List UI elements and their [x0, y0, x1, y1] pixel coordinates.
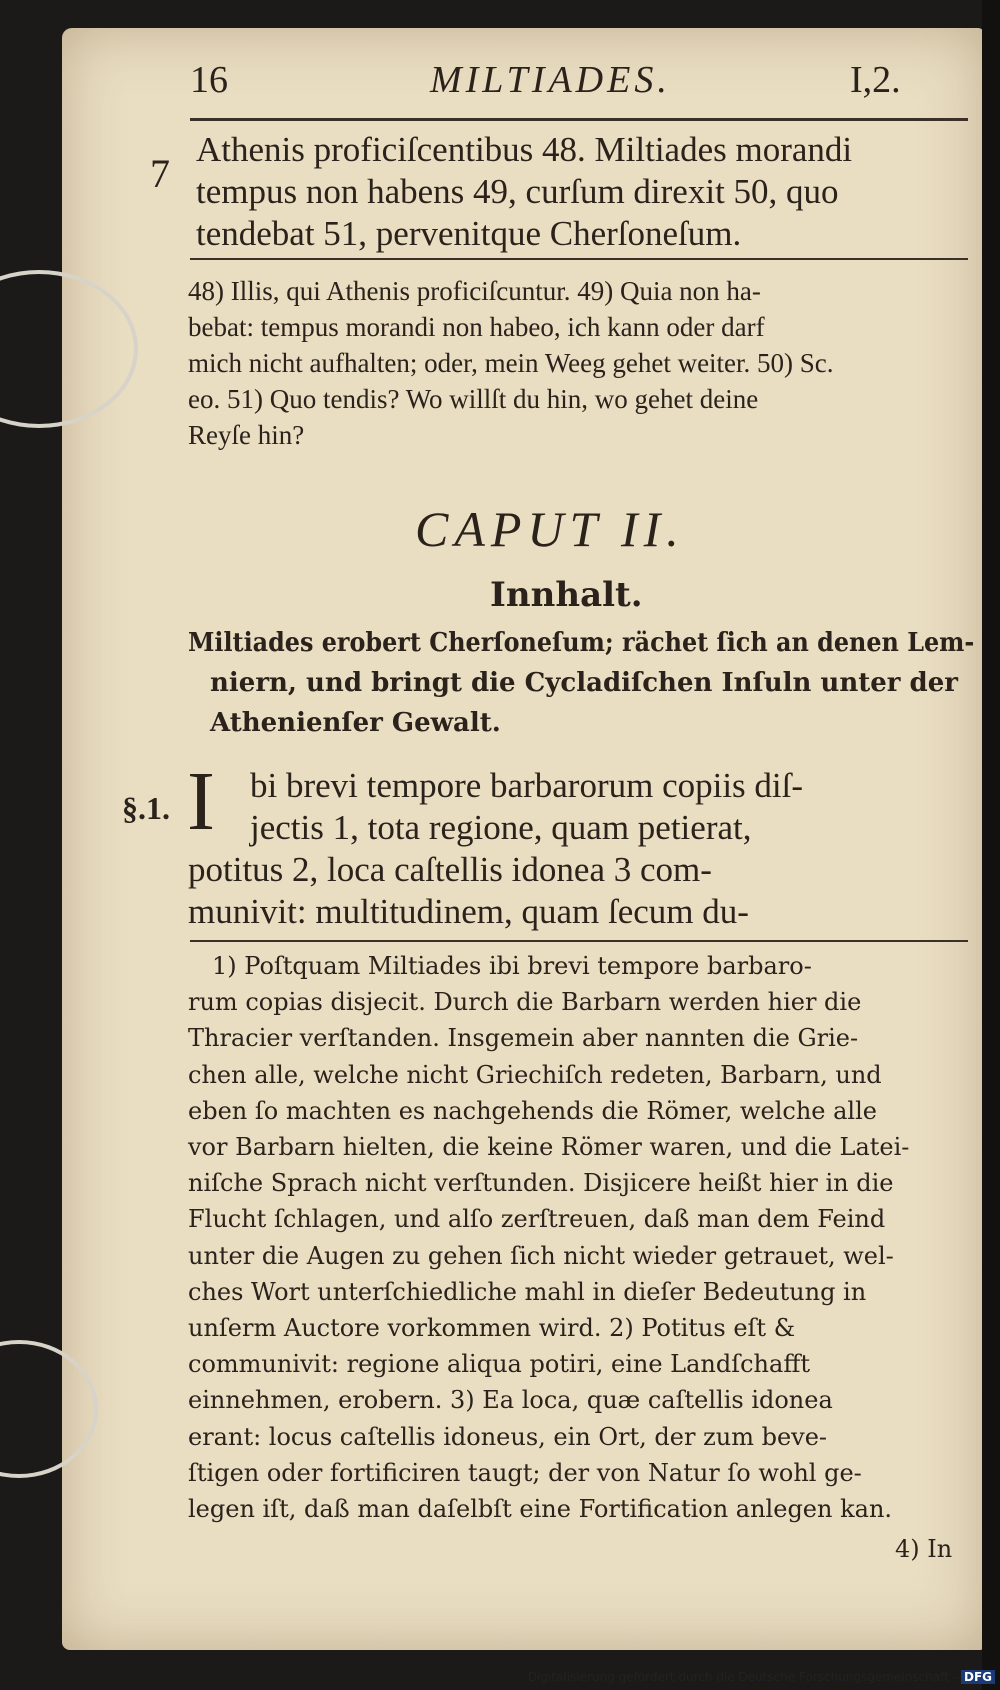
- top-note-line-2: bebat: tempus morandi non habeo, ich kann oder darf: [188, 312, 765, 342]
- footnote-rule: [190, 940, 968, 942]
- top-text-line-1: Athenis proficiſcentibus 48. Miltiades morandi: [196, 130, 853, 169]
- top-text-line-2: tempus non habens 49, curſum direxit 50, quo: [196, 172, 839, 211]
- credit-text: Digitalisierung gefördert durch die Deutsche Forschungsgemeinschaft -: [527, 1670, 957, 1684]
- footnote-line: eben ſo machten es nachgehends die Römer, welche alle: [188, 1096, 877, 1125]
- top-note-line-1: 48) Illis, qui Athenis proficiſcuntur. 49) Quia non ha-: [188, 276, 761, 306]
- top-note-line-5: Reyſe hin?: [188, 420, 305, 450]
- footnote-line: Thracier verſtanden. Insgemein aber nannten die Grie-: [188, 1024, 859, 1053]
- footnote-line: rum copias disjecit. Durch die Barbarn werden hier die: [188, 988, 862, 1017]
- footnote-line: unter die Augen zu gehen ſich nicht wieder getrauet, wel-: [188, 1241, 894, 1270]
- main-text-line-1: bi brevi tempore barbarorum copiis diſ-: [250, 766, 804, 805]
- drop-capital: I: [187, 755, 215, 848]
- main-text-line-3: potitus 2, loca caſtellis idonea 3 com-: [188, 850, 712, 889]
- main-text-line-2: jectis 1, tota regione, quam petierat,: [250, 808, 752, 847]
- main-text-line-4: munivit: multitudinem, quam ſecum du-: [188, 892, 749, 931]
- footnote-line: vor Barbarn hielten, die keine Römer waren, und die Latei-: [188, 1133, 910, 1161]
- footnote-line: unſerm Auctore vorkommen wird. 2) Potitus eſt &: [188, 1314, 796, 1342]
- side-number: 7: [150, 151, 170, 196]
- footnote-line: Flucht ſchlagen, und alſo zerſtreuen, daß man dem Feind: [188, 1205, 886, 1234]
- top-note-line-4: eo. 51) Quo tendis? Wo willſt du hin, wo gehet deine: [188, 384, 759, 414]
- summary-line-1: Miltiades erobert Cherſoneſum; rächet ſich an denen Lem-: [188, 628, 975, 658]
- footnote-line: erant: locus caſtellis idoneus, ein Ort, der zum beve-: [188, 1422, 828, 1451]
- book-gutter: [982, 0, 1000, 1690]
- header-rule: [190, 118, 968, 121]
- dfg-logo: DFG: [961, 1670, 995, 1684]
- summary-line-2: niern, und bringt die Cycladiſchen Inſuln unter der: [210, 668, 958, 698]
- footnote-line: ches Wort unterſchiedliche mahl in dieſer Bedeutung in: [188, 1277, 867, 1306]
- chapter-reference: I,2.: [850, 59, 901, 101]
- summary-line-3: Athenienſer Gewalt.: [210, 708, 501, 738]
- footnote-line: chen alle, welche nicht Griechiſch redeten, Barbarn, und: [188, 1060, 882, 1089]
- footnote-line: einnehmen, erobern. 3) Ea loca, quæ caſtellis idonea: [188, 1386, 833, 1415]
- page-number: 16: [190, 59, 228, 101]
- footnote-line: ſtigen oder fortificiren taugt; der von Natur ſo wohl ge-: [188, 1458, 862, 1487]
- footnote-line: niſche Sprach nicht verſtunden. Disjicere heißt hier in die: [188, 1169, 894, 1198]
- running-title: MILTIADES.: [430, 59, 671, 101]
- top-text-line-3: tendebat 51, pervenitque Cherſoneſum.: [196, 214, 742, 253]
- chapter-heading: CAPUT II.: [415, 501, 685, 557]
- catchword: 4) In: [895, 1535, 953, 1563]
- footnote-line: 1) Poſtquam Miltiades ibi brevi tempore barbaro-: [212, 952, 812, 980]
- footnote-line: legen iſt, daß man daſelbſt eine Fortification anlegen kan.: [188, 1495, 893, 1523]
- top-note-line-3: mich nicht aufhalten; oder, mein Weeg gehet weiter. 50) Sc.: [188, 348, 834, 378]
- contents-heading: Innhalt.: [490, 575, 643, 615]
- footnote-line: communivit: regione aliqua potiri, eine Landſchafft: [188, 1350, 811, 1379]
- section-mark: §.1.: [122, 790, 170, 826]
- digitization-credit: [0, 1670, 995, 1684]
- notes-rule: [190, 258, 968, 260]
